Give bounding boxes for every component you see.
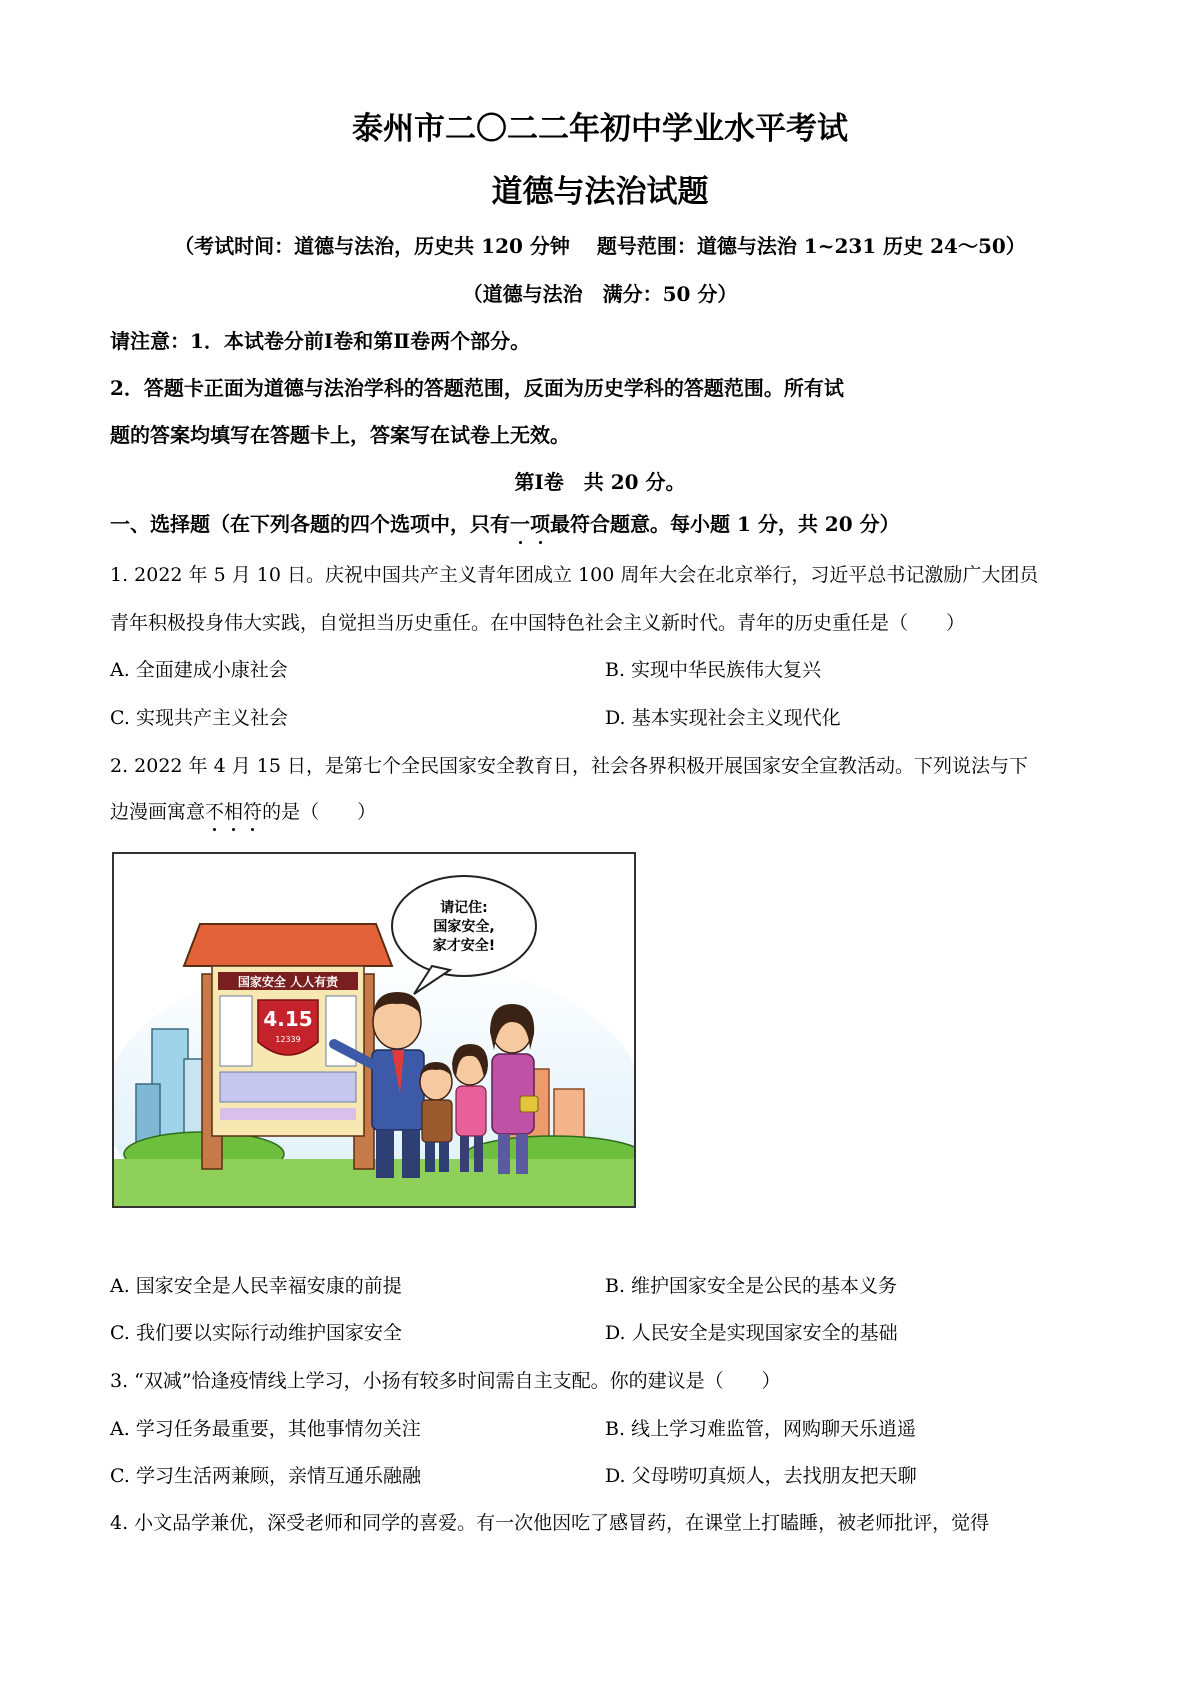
notice-line-2: 2．答题卡正面为道德与法治学科的答题范围，反面为历史学科的答题范围。所有试 <box>110 376 844 400</box>
notice-line-3: 题的答案均填写在答题卡上，答案写在试卷上无效。 <box>110 423 570 447</box>
emphasis-char: 项 <box>530 512 550 536</box>
q2-stem-text-a: 边漫画寓意 <box>110 801 206 823</box>
exam-subtitle: 道德与法治试题 <box>491 174 709 210</box>
q3-option-b: B. 线上学习难监管，网购聊天乐逍遥 <box>605 1418 917 1440</box>
section-heading-b: 最符合题意。每小题 1 分，共 20 分） <box>550 512 900 536</box>
speech-line-2: 国家安全, <box>433 919 495 935</box>
q3-option-a: A. 学习任务最重要，其他事情勿关注 <box>110 1418 421 1440</box>
emphasis-char: 符 <box>243 801 263 823</box>
notice-line-1: 请注意：1．本试卷分前Ⅰ卷和第Ⅱ卷两个部分。 <box>110 329 531 353</box>
q2-option-b: B. 维护国家安全是公民的基本义务 <box>605 1275 898 1297</box>
national-security-cartoon <box>112 852 636 1208</box>
q2-stem-line-1: 2. 2022 年 4 月 15 日，是第七个全民国家安全教育日，社会各界积极开展国家安全宣教活动。下列说法与下 <box>110 755 1028 777</box>
full-score-note: （道德与法治 满分：50 分） <box>462 282 738 306</box>
exam-time-note: （考试时间：道德与法治，历史共 120 分钟 题号范围：道德与法治 1~231 历史 24～50） <box>174 234 1026 258</box>
q1-option-d: D. 基本实现社会主义现代化 <box>605 707 841 729</box>
speech-line-3: 家才安全! <box>432 938 496 954</box>
q2-option-d: D. 人民安全是实现国家安全的基础 <box>605 1322 898 1344</box>
q3-option-c: C. 学习生活两兼顾，亲情互通乐融融 <box>110 1465 421 1487</box>
q1-stem-line-1: 1. 2022 年 5 月 10 日。庆祝中国共产主义青年团成立 100 周年大会在北京举行，习近平总书记激励广大团员 <box>110 564 1039 586</box>
q4-stem: 4. 小文品学兼优，深受老师和同学的喜爱。有一次他因吃了感冒药，在课堂上打瞌睡，被老师批评，觉得 <box>110 1512 990 1534</box>
board-title: 国家安全 人人有责 <box>237 975 339 989</box>
emphasis-char: 不 <box>205 801 225 823</box>
emphasis-char: 相 <box>224 801 244 823</box>
q2-option-a: A. 国家安全是人民幸福安康的前提 <box>110 1275 402 1297</box>
section-heading-a: 一、选择题（在下列各题的四个选项中，只有 <box>110 512 510 536</box>
exam-title: 泰州市二〇二二年初中学业水平考试 <box>352 111 848 147</box>
q2-stem-line-2 <box>110 797 376 824</box>
q1-option-a: A. 全面建成小康社会 <box>110 659 288 681</box>
q3-stem: 3. “双减”恰逢疫情线上学习，小扬有较多时间需自主支配。你的建议是（ ） <box>110 1370 781 1392</box>
q3-option-d: D. 父母唠叨真烦人，去找朋友把天聊 <box>605 1465 917 1487</box>
emphasis-char: 一 <box>510 512 530 536</box>
badge-subtext: 12339 <box>275 1035 301 1044</box>
badge-number: 4.15 <box>263 1007 313 1031</box>
part-title: 第Ⅰ卷 共 20 分。 <box>514 470 686 494</box>
section-heading <box>110 508 900 537</box>
q1-option-b: B. 实现中华民族伟大复兴 <box>605 659 822 681</box>
notice-board <box>184 924 392 1169</box>
q2-option-c: C. 我们要以实际行动维护国家安全 <box>110 1322 402 1344</box>
q2-stem-text-b: 的是（ ） <box>262 801 377 823</box>
q1-option-c: C. 实现共产主义社会 <box>110 707 288 729</box>
speech-line-1: 请记住: <box>440 900 488 916</box>
q1-stem-line-2: 青年积极投身伟大实践，自觉担当历史重任。在中国特色社会主义新时代。青年的历史重任是（ ） <box>110 612 966 634</box>
